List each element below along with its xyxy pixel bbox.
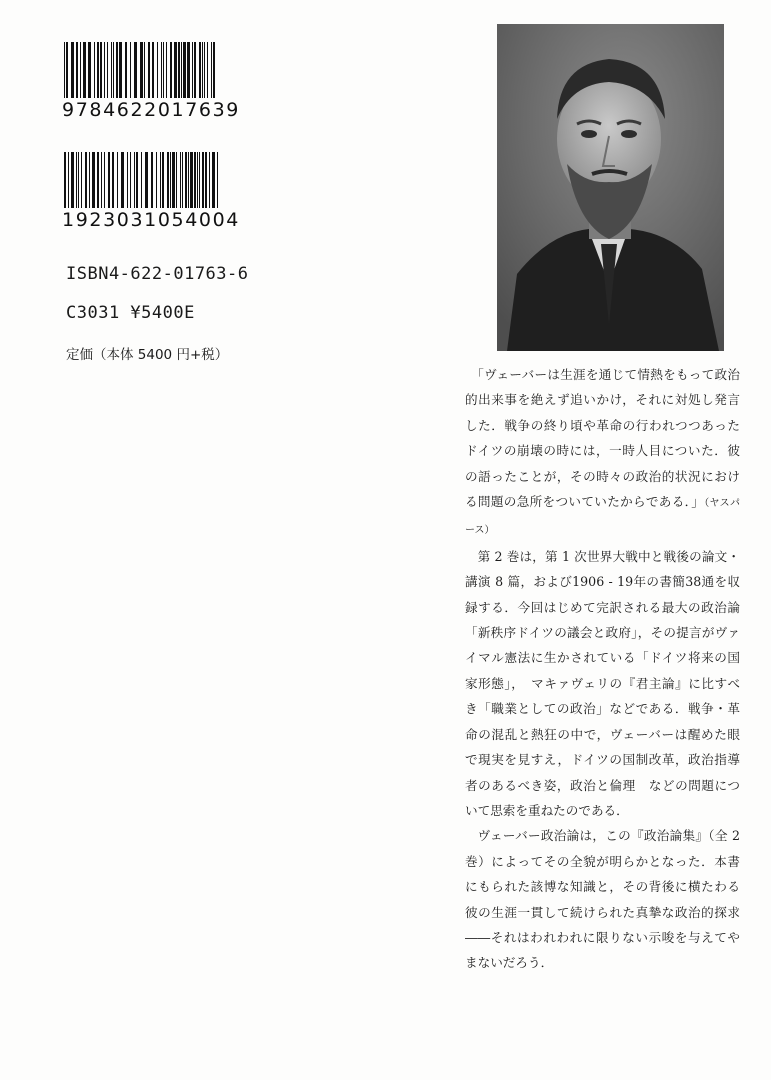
barcode-digits: 1923031054004 bbox=[62, 209, 240, 231]
price-label: 定価（本体 5400 円+税） bbox=[66, 347, 229, 363]
price-barcode bbox=[62, 152, 240, 232]
portrait-image bbox=[497, 24, 724, 351]
isbn-barcode bbox=[62, 42, 240, 122]
quote-paragraph bbox=[465, 362, 740, 544]
classification-code: C3031 ¥5400E bbox=[66, 303, 195, 323]
back-cover-text bbox=[465, 362, 740, 976]
barcode-bars bbox=[62, 42, 222, 98]
quote-attribution: （ヤスパース） bbox=[465, 498, 740, 537]
description-paragraph: 第 2 巻は，第 1 次世界大戦中と戦後の論文・講演 8 篇，および1906 - 19年の書簡38通を収録する．今回はじめて完訳される最大の政治論「新秩序ドイツの議会と政府」，その提言がヴァイマル憲法に生かされている「ドイツ将来の国家形態」， マキァヴェリの『君主論』に比すべき「職業としての政治」などである．戦争・革命の混乱と熱狂の中で，ヴェーバーは醒めた眼で現実を見すえ，ドイツの国制改革，政治指導者のあるべき姿，政治と倫理 などの問題について思索を重ねたのである． bbox=[465, 548, 740, 818]
description-paragraph: ヴェーバー政治論は，この『政治論集』（全 2 巻）によってその全貌が明らかとなった．本書にもられた該博な知識と，その背後に横たわる彼の生涯一貫して続けられた真摯な政治的探求――それはわれわれに限りない示唆を与えてやまないだろう． bbox=[465, 828, 740, 971]
isbn-text: ISBN4-622-01763-6 bbox=[66, 264, 249, 284]
barcode-bars bbox=[62, 152, 222, 208]
barcode-digits: 9784622017639 bbox=[62, 99, 240, 121]
quote-text: 「ヴェーバーは生涯を通じて情熱をもって政治的出来事を絶えず追いかけ，それに対処し発言した．戦争の終り頃や革命の行われつつあったドイツの崩壊の時には，一時人目についた．彼の語ったことが，その時々の政治的状況における問題の急所をついていたからである．」 bbox=[465, 367, 740, 510]
author-portrait bbox=[497, 24, 724, 351]
